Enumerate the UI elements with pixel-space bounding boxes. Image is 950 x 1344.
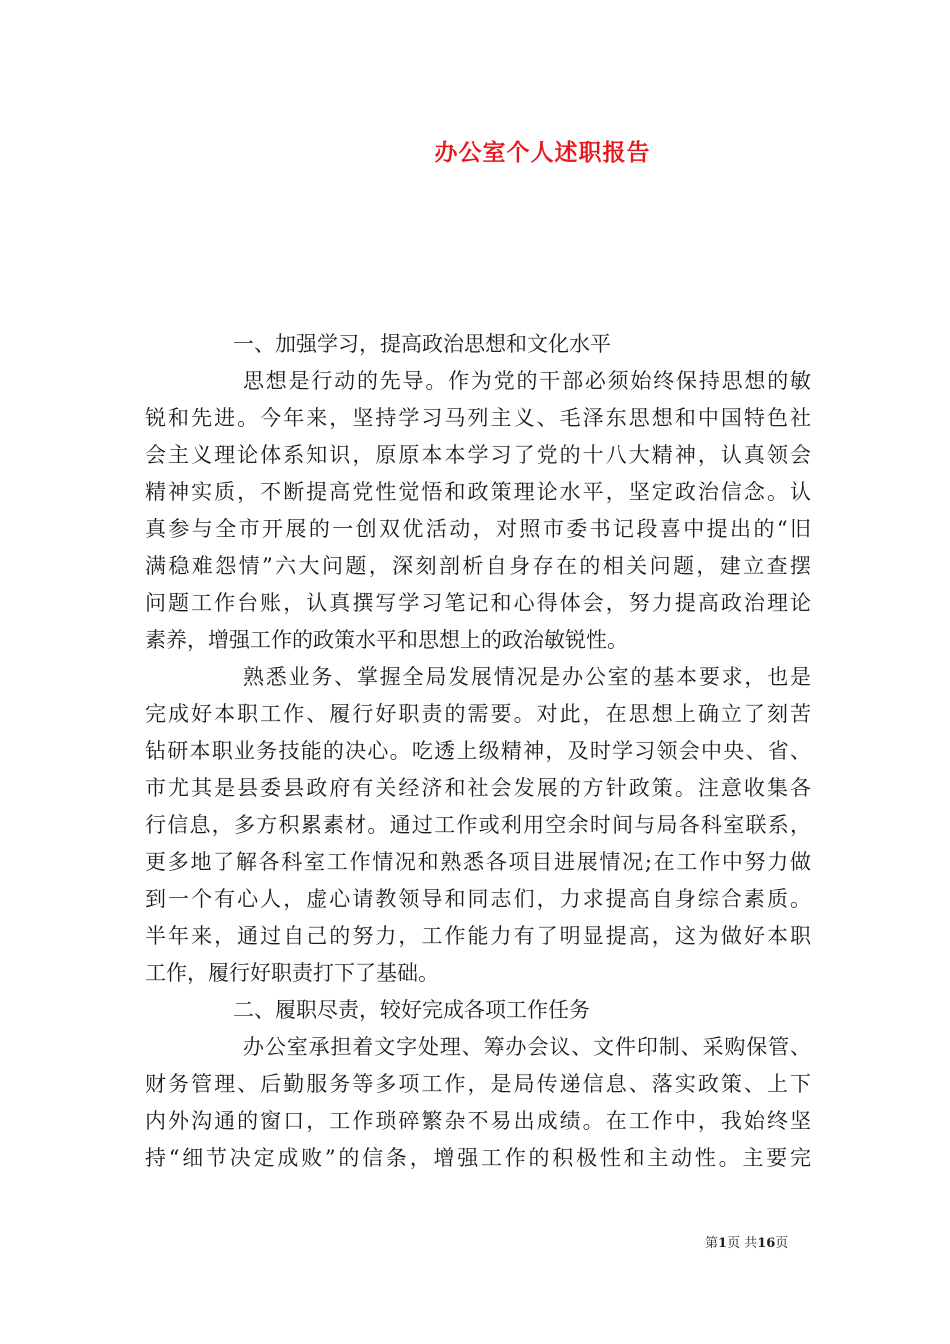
section-heading: 二、履职尽责，较好完成各项工作任务 bbox=[233, 998, 590, 1022]
body-line: 持“细节决定成败”的信条，增强工作的积极性和主动性。主要完 bbox=[145, 1146, 811, 1170]
body-line: 满稳难怨情”六大问题，深刻剖析自身存在的相关问题，建立查摆 bbox=[145, 554, 811, 578]
footer-page-number: 1 bbox=[718, 1236, 728, 1251]
body-line: 更多地了解各科室工作情况和熟悉各项目进展情况;在工作中努力做 bbox=[145, 850, 811, 874]
footer-suffix: 页 bbox=[775, 1236, 789, 1251]
body-line: 完成好本职工作、履行好职责的需要。对此，在思想上确立了刻苦 bbox=[145, 702, 811, 726]
body-line: 内外沟通的窗口，工作琐碎繁杂不易出成绩。在工作中，我始终坚 bbox=[145, 1109, 811, 1133]
footer-total-pages: 16 bbox=[757, 1236, 776, 1251]
body-line: 问题工作台账，认真撰写学习笔记和心得体会，努力提高政治理论 bbox=[145, 591, 811, 615]
body-line: 熟悉业务、掌握全局发展情况是办公室的基本要求，也是 bbox=[243, 665, 811, 689]
section-heading: 一、加强学习，提高政治思想和文化水平 bbox=[233, 332, 611, 356]
footer-prefix: 第 bbox=[705, 1236, 719, 1251]
body-line: 行信息，多方积累素材。通过工作或利用空余时间与局各科室联系， bbox=[145, 813, 811, 837]
body-line: 精神实质，不断提高党性觉悟和政策理论水平，坚定政治信念。认 bbox=[145, 480, 811, 504]
body-line: 会主义理论体系知识，原原本本学习了党的十八大精神，认真领会 bbox=[145, 443, 811, 467]
body-line: 锐和先进。今年来，坚持学习马列主义、毛泽东思想和中国特色社 bbox=[145, 406, 811, 430]
body-line: 半年来，通过自己的努力，工作能力有了明显提高，这为做好本职 bbox=[145, 924, 811, 948]
body-line: 钻研本职业务技能的决心。吃透上级精神，及时学习领会中央、省、 bbox=[145, 739, 811, 763]
body-line: 办公室承担着文字处理、筹办会议、文件印制、采购保管、 bbox=[243, 1035, 811, 1059]
body-line: 素养，增强工作的政策水平和思想上的政治敏锐性。 bbox=[145, 628, 628, 652]
body-line: 思想是行动的先导。作为党的干部必须始终保持思想的敏 bbox=[243, 369, 811, 393]
body-line: 市尤其是县委县政府有关经济和社会发展的方针政策。注意收集各 bbox=[145, 776, 811, 800]
footer-middle: 页 共 bbox=[727, 1236, 758, 1251]
body-line: 真参与全市开展的一创双优活动，对照市委书记段喜中提出的“旧 bbox=[145, 517, 811, 541]
body-line: 到一个有心人，虚心请教领导和同志们，力求提高自身综合素质。 bbox=[145, 887, 811, 911]
body-line: 工作，履行好职责打下了基础。 bbox=[145, 961, 439, 985]
document-title: 办公室个人述职报告 bbox=[434, 139, 651, 166]
page-footer bbox=[705, 1232, 788, 1251]
body-line: 财务管理、后勤服务等多项工作，是局传递信息、落实政策、上下 bbox=[145, 1072, 811, 1096]
document-body bbox=[145, 326, 811, 1177]
